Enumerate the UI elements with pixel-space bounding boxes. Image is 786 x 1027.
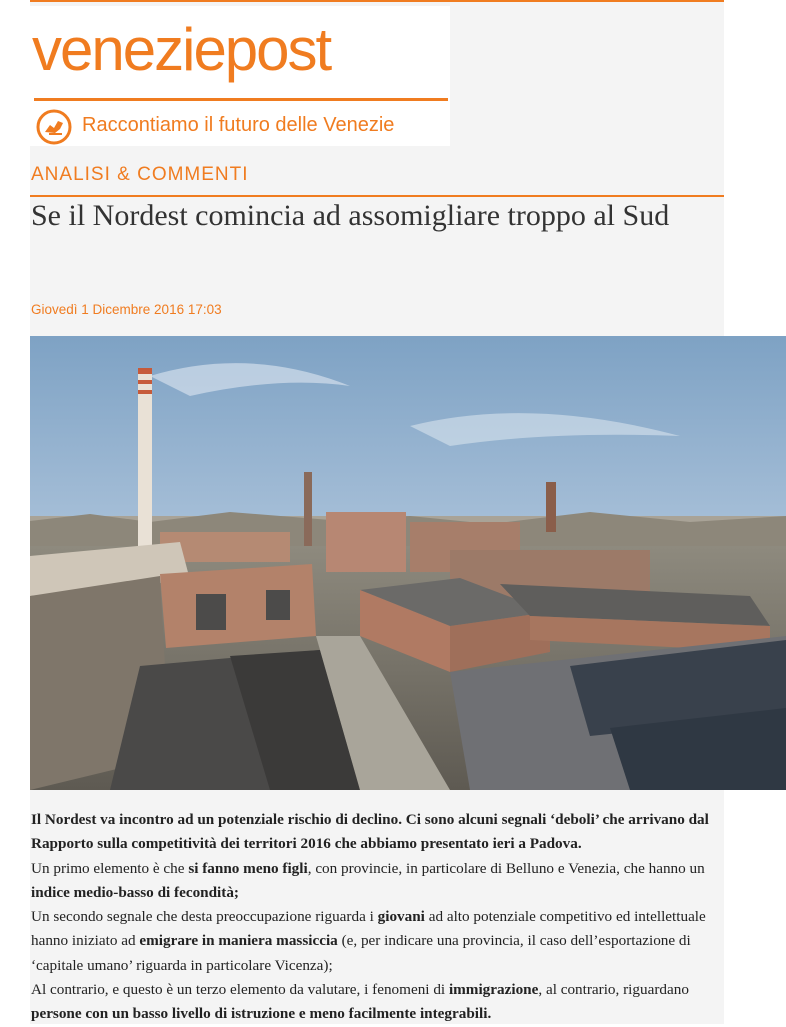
p2-bold-b: giovani (377, 908, 425, 926)
p2-bold-d: emigrare in maniera massiccia (139, 932, 338, 950)
article-body (31, 808, 731, 1027)
p1-bold-d: indice medio-basso di fecondità; (31, 883, 239, 901)
p2-text-e: (e, per indicare una provincia, il caso dell’esportazione di ‘capitale umano’ riguarda in particolare Vicenza); (31, 932, 691, 974)
p1-text-a: Un primo elemento è che (31, 859, 189, 877)
p2-text-a: Un secondo segnale che desta preoccupazione riguarda i (31, 908, 378, 926)
lion-emblem-icon (36, 109, 72, 145)
p3-bold-b: immigrazione (448, 981, 539, 999)
article-paragraph-1 (31, 857, 731, 906)
logo-divider (34, 98, 448, 101)
article-photo (30, 336, 786, 790)
article-paragraph-2 (31, 905, 731, 978)
intro-text: Il Nordest va incontro ad un potenziale rischio di declino. Ci sono alcuni segnali ‘deboli’ che arrivano dal Rapporto sulla competitività dei territori 2016 che abbiamo presentato ieri a Padova. (31, 811, 709, 853)
article-date: Giovedì 1 Dicembre 2016 17:03 (31, 302, 222, 317)
section-divider (30, 195, 724, 197)
p3-text-a: Al contrario, e questo è un terzo elemento da valutare, i fenomeni di (31, 981, 449, 999)
article-intro (31, 808, 731, 857)
p3-bold-d: persone con un basso livello di istruzione e meno facilmente integrabili. (31, 1005, 492, 1023)
section-label[interactable]: ANALISI & COMMENTI (31, 164, 249, 185)
p1-bold-b: si fanno meno figli (188, 859, 308, 877)
top-rule (30, 0, 724, 2)
site-logo[interactable] (30, 6, 450, 146)
p2-text-c: ad alto potenziale competitivo ed intellettuale hanno iniziato ad (31, 908, 706, 950)
p1-text-c: , con provincie, in particolare di Belluno e Venezia, che hanno un (307, 859, 705, 877)
article-paragraph-3 (31, 978, 731, 1027)
logo-wordmark: veneziepost (32, 16, 331, 83)
p3-text-c: , al contrario, riguardano (538, 981, 689, 999)
article-title: Se il Nordest comincia ad assomigliare troppo al Sud (31, 199, 670, 232)
site-tagline: Raccontiamo il futuro delle Venezie (82, 114, 395, 136)
